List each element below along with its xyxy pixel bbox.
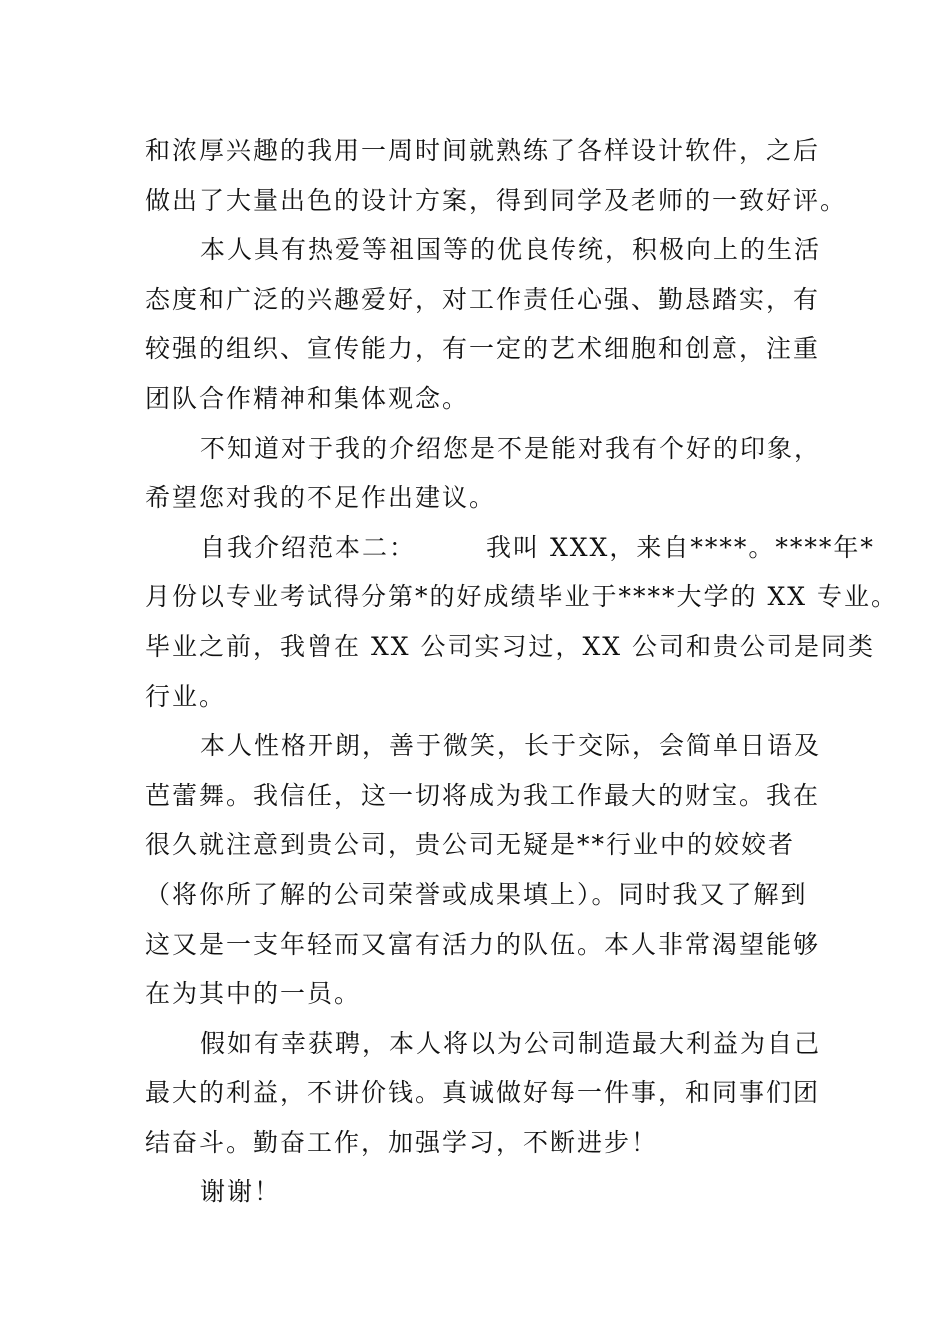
text-line: 不知道对于我的介绍您是不是能对我有个好的印象， [200,433,822,463]
text-line: 最大的利益，不讲价钱。真诚做好每一件事，和同事们团 [145,1078,821,1108]
text-line: 很久就注意到贵公司，贵公司无疑是**行业中的姣姣者 [145,830,796,860]
text-line: 在为其中的一员。 [145,979,362,1009]
text-line: 团队合作精神和集体观念。 [145,383,470,413]
closing-text: 谢谢！ [200,1177,282,1207]
text-line: （将你所了解的公司荣誉或成果填上）。同时我又了解到 [145,879,808,909]
text-line: 希望您对我的不足作出建议。 [145,483,497,513]
text-line: 结奋斗。勤奋工作，加强学习，不断进步！ [145,1127,659,1157]
section-heading: 自我介绍范本二： [200,532,417,562]
text-line: 和浓厚兴趣的我用一周时间就熟练了各样设计软件，之后 [145,136,821,165]
text-line: 行业。 [145,681,227,711]
text-line: 月份以专业考试得分第*的好成绩毕业于****大学的 XX 专业。 [145,582,898,612]
text-line: 假如有幸获聘，本人将以为公司制造最大利益为自己 [200,1028,822,1058]
text-line: 这又是一支年轻而又富有活力的队伍。本人非常渴望能够 [145,929,821,959]
text-line: 态度和广泛的兴趣爱好，对工作责任心强、勤恳踏实，有 [145,284,821,314]
text-line: 毕业之前，我曾在 XX 公司实习过，XX 公司和贵公司是同类 [145,631,876,661]
text-line-fragment: 我叫 XXX，来自****。****年* [486,532,875,562]
document-body [145,126,898,1217]
text-line: 本人具有热爱等祖国等的优良传统，积极向上的生活 [200,235,822,265]
text-line-heading [145,523,875,573]
text-line: 本人性格开朗，善于微笑，长于交际，会简单日语及 [200,731,822,761]
text-line: 做出了大量出色的设计方案，得到同学及老师的一致好评。 [145,185,848,215]
text-line: 较强的组织、宣传能力，有一定的艺术细胞和创意，注重 [145,334,821,364]
text-line: 芭蕾舞。我信任，这一切将成为我工作最大的财宝。我在 [145,780,821,810]
